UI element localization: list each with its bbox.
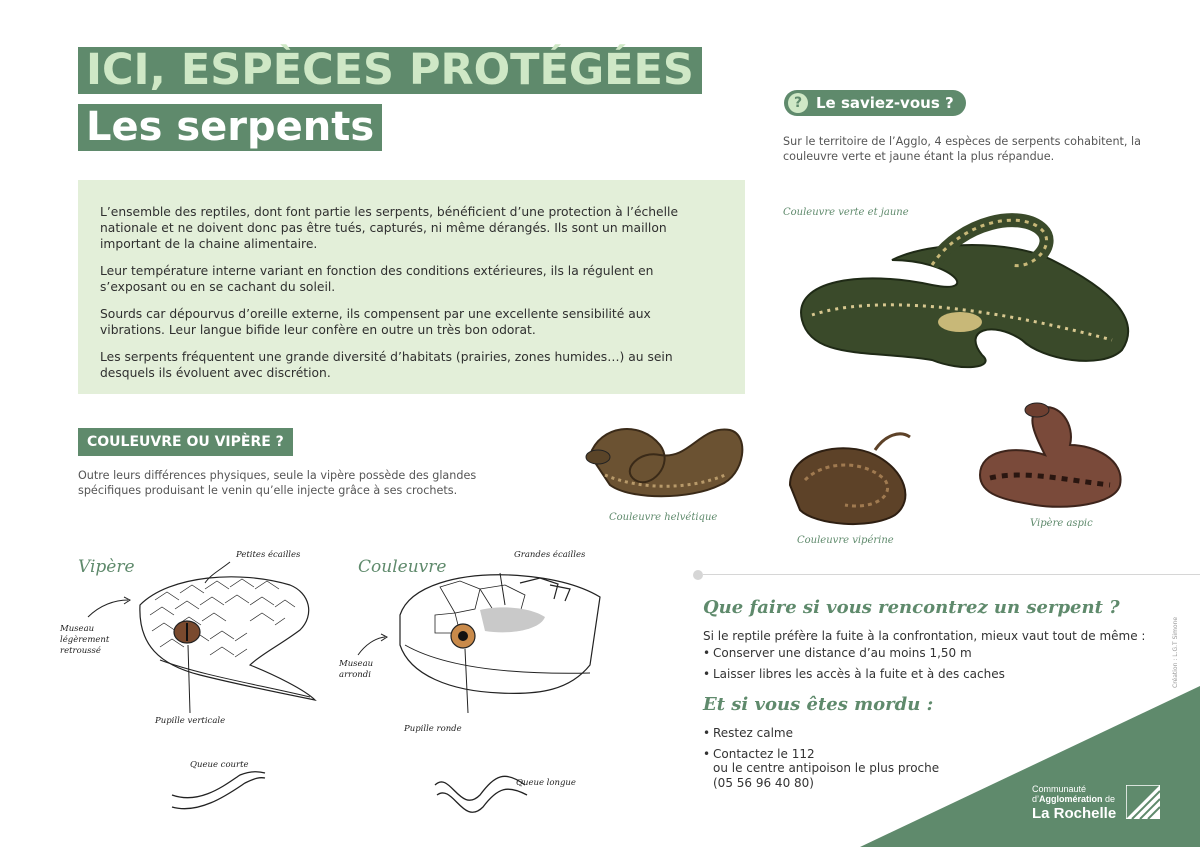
viper-snout-label: Museau légèrement retroussé: [60, 624, 110, 656]
viper-title: Vipère: [78, 557, 135, 577]
did-you-know-text: Sur le territoire de l’Agglo, 4 espèces de serpents cohabitent, la couleuvre verte et jaune étant la plus répandue.: [783, 135, 1141, 163]
illustration-vipere-aspic: [975, 400, 1130, 515]
viper-scales-label: Petites écailles: [236, 550, 301, 560]
viper-tail-drawing: [172, 772, 265, 809]
species-caption: Couleuvre vipérine: [797, 535, 894, 546]
colubrid-tail-drawing: [435, 776, 527, 812]
agglo-logo: [1032, 784, 1116, 822]
advice-intro: Si le reptile préfère la fuite à la confrontation, mieux vaut tout de même :: [703, 629, 1146, 643]
colubrid-tail-label: Queue longue: [516, 778, 576, 788]
logo-line-3: La Rochelle: [1032, 805, 1117, 822]
colubrid-pupil-label: Pupille ronde: [404, 724, 462, 734]
agglo-logo-icon: [1126, 785, 1160, 819]
illustration-couleuvre-viperine: [785, 425, 925, 530]
intro-paragraph: Leur température interne variant en fonction des conditions extérieures, ils la régulent en s’exposant ou en se cachant du soleil.: [100, 264, 654, 294]
species-caption: Vipère aspic: [1030, 518, 1093, 529]
divider-dot: [693, 570, 703, 580]
did-you-know-heading: Le saviez-vous ?: [816, 94, 954, 112]
list-item: • Contactez le 112 ou le centre antipoison le plus proche (05 56 96 40 80): [703, 747, 1003, 791]
advice-list: [703, 646, 1043, 687]
intro-paragraph: Sourds car dépourvus d’oreille externe, ils compensent par une excellente sensibilité aux vibrations. Leur langue bifide leur confère en outre un très bon odorat.: [100, 307, 651, 337]
divider-line: [703, 574, 1200, 575]
intro-panel: [78, 180, 745, 394]
viper-pupil-label: Pupille verticale: [155, 716, 226, 726]
list-item: • Conserver une distance d’au moins 1,50 m: [703, 646, 1043, 661]
page-subtitle: Les serpents: [78, 104, 382, 151]
comparison-text: Outre leurs différences physiques, seule la vipère possède des glandes spécifiques produisant le venin qu’elle injecte grâce à ses crochets.: [78, 469, 477, 497]
species-caption: Couleuvre verte et jaune: [783, 207, 909, 218]
comparison-heading: COULEUVRE OU VIPÈRE ?: [78, 428, 293, 456]
logo-line-1: Communauté: [1032, 784, 1087, 794]
species-caption: Couleuvre helvétique: [609, 512, 718, 523]
viper-tail-label: Queue courte: [190, 760, 249, 770]
illustration-couleuvre-helvetique: [580, 405, 750, 505]
credit-text: Création : L.G.T Simone: [1172, 616, 1179, 688]
intro-paragraph: Les serpents fréquentent une grande diversité d’habitats (prairies, zones humides…) au sein desquels ils évoluent avec discrétion.: [100, 350, 673, 380]
list-item: • Laisser libres les accès à la fuite et à des caches: [703, 667, 1043, 682]
colubrid-title: Couleuvre: [358, 557, 447, 577]
illustration-couleuvre-verte-et-jaune: [782, 200, 1152, 380]
corner-triangle: [860, 686, 1200, 847]
logo-line-2: d’Agglomération de: [1032, 794, 1116, 804]
colubrid-snout-label: Museau arrondi: [339, 659, 374, 680]
question-icon: ?: [788, 93, 808, 113]
did-you-know-badge: [784, 90, 966, 116]
viper-head-drawing: [140, 577, 315, 700]
page-title: ICI, ESPÈCES PROTÉGÉES: [78, 47, 702, 94]
intro-paragraph: L’ensemble des reptiles, dont font partie les serpents, bénéficient d’une protection à l’échelle nationale et ne doivent donc pas être tués, capturés, ni même dérangés. Ils sont un maillon important de la chaine alimentaire.: [100, 205, 679, 251]
list-item: • Restez calme: [703, 726, 1003, 741]
bite-heading: Et si vous êtes mordu :: [703, 694, 934, 715]
colubrid-head-drawing: [400, 575, 600, 694]
advice-heading: Que faire si vous rencontrez un serpent ?: [703, 597, 1120, 618]
colubrid-scales-label: Grandes écailles: [514, 550, 586, 560]
